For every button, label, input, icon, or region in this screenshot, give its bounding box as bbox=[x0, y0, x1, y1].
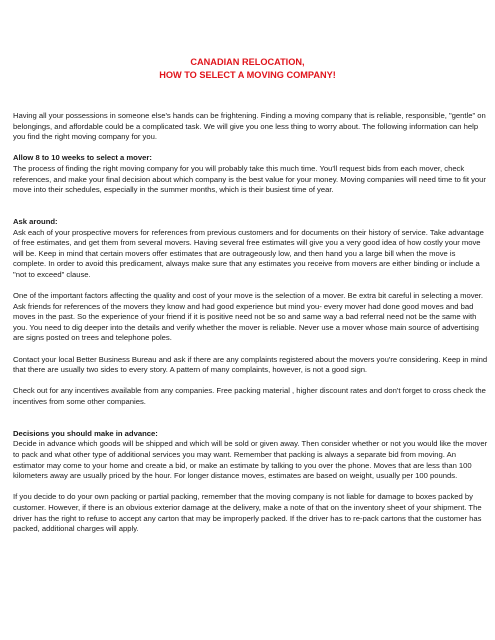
section-heading: Allow 8 to 10 weeks to select a mover: bbox=[13, 153, 152, 163]
page-title-line-2: HOW TO SELECT A MOVING COMPANY! bbox=[159, 70, 336, 80]
intro-paragraph: Having all your possessions in someone else's hands can be frightening. Finding a moving company that is reliable, responsible, "gentle" on belongings, and affordable could be a complicated task. We will give you one less thing to worry about. The following information can help you find the right moving company for you. bbox=[13, 111, 486, 142]
section-paragraph: Decide in advance which goods will be shipped and which will be sold or given away. Then consider whether or not you would like the mover to pack and what other type of additional services you may want. Remember that packing is always a separate bid from moving. An estimator may come to your home and create a bid, or make an estimate by talking to you over the phone. Moves that are less than 100 kilometers away are usually priced by the hour. For longer distance moves, estimates are based on weight, usually per 100 pounds. bbox=[13, 439, 488, 481]
page-title-line-1: CANADIAN RELOCATION, bbox=[190, 57, 305, 67]
section-paragraph: Check out for any incentives available from any companies. Free packing material , higher discount rates and don't forget to cross check the incentives from some other companies. bbox=[13, 386, 486, 407]
section-decisions bbox=[13, 429, 488, 482]
article-body bbox=[13, 111, 488, 545]
section-paragraph: If you decide to do your own packing or partial packing, remember that the moving company is not liable for damage to boxes packed by customer. However, if there is an obvious exterior damage at the delivery, make a note of that on the inventory sheet of your shipment. The driver has the right to refuse to accept any carton that may be improperly packed. If the driver has to re-pack cartons that the customer has packed, additional charges will apply. bbox=[13, 492, 482, 534]
section-paragraph: One of the important factors affecting the quality and cost of your move is the selection of a mover. Be extra bit careful in selecting a mover. Ask friends for references of the movers they know and had good experience but mind you- every mover had done good moves and bad moves in the past. So the experience of your friend if it is positive need not be so and same way a bad referral need not be the same with you. You need to dig deeper into the details and verify whether the mover is reliable. Never use a mover whose main source of advertising are signs posted on trees and telephone poles. bbox=[13, 291, 484, 343]
section-heading: Ask around: bbox=[13, 216, 58, 226]
section-heading: Decisions you should make in advance: bbox=[13, 428, 158, 438]
section-allow-time bbox=[13, 153, 488, 195]
section-paragraph: Ask each of your prospective movers for references from previous customers and for documents on their history of service. Take advantage of free estimates, and get them from several movers. Having several free estimates will give you a very good idea of how costly your move will be. Keep in mind that certain movers offer estimates that are outrageously low, and then hand you a large bill when the move is complete. In order to avoid this predicament, always make sure that any estimates you receive from movers are either binding or include a "not to exceed" clause. bbox=[13, 227, 484, 279]
section-paragraph: The process of finding the right moving company for you will probably take this much time. You'll request bids from each mover, check references, and make your final decision about which company is the best value for your money. Moving companies will need time to fit your move into their schedules, especially in the summer months, which is their busiest time of year. bbox=[13, 163, 486, 195]
section-ask-around bbox=[13, 217, 488, 281]
section-paragraph: Contact your local Better Business Bureau and ask if there are any complaints registered about the movers you're considering. Keep in mind that there are usually two sides to every story. A pattern of many complaints, however, is not a good sign. bbox=[13, 354, 488, 375]
